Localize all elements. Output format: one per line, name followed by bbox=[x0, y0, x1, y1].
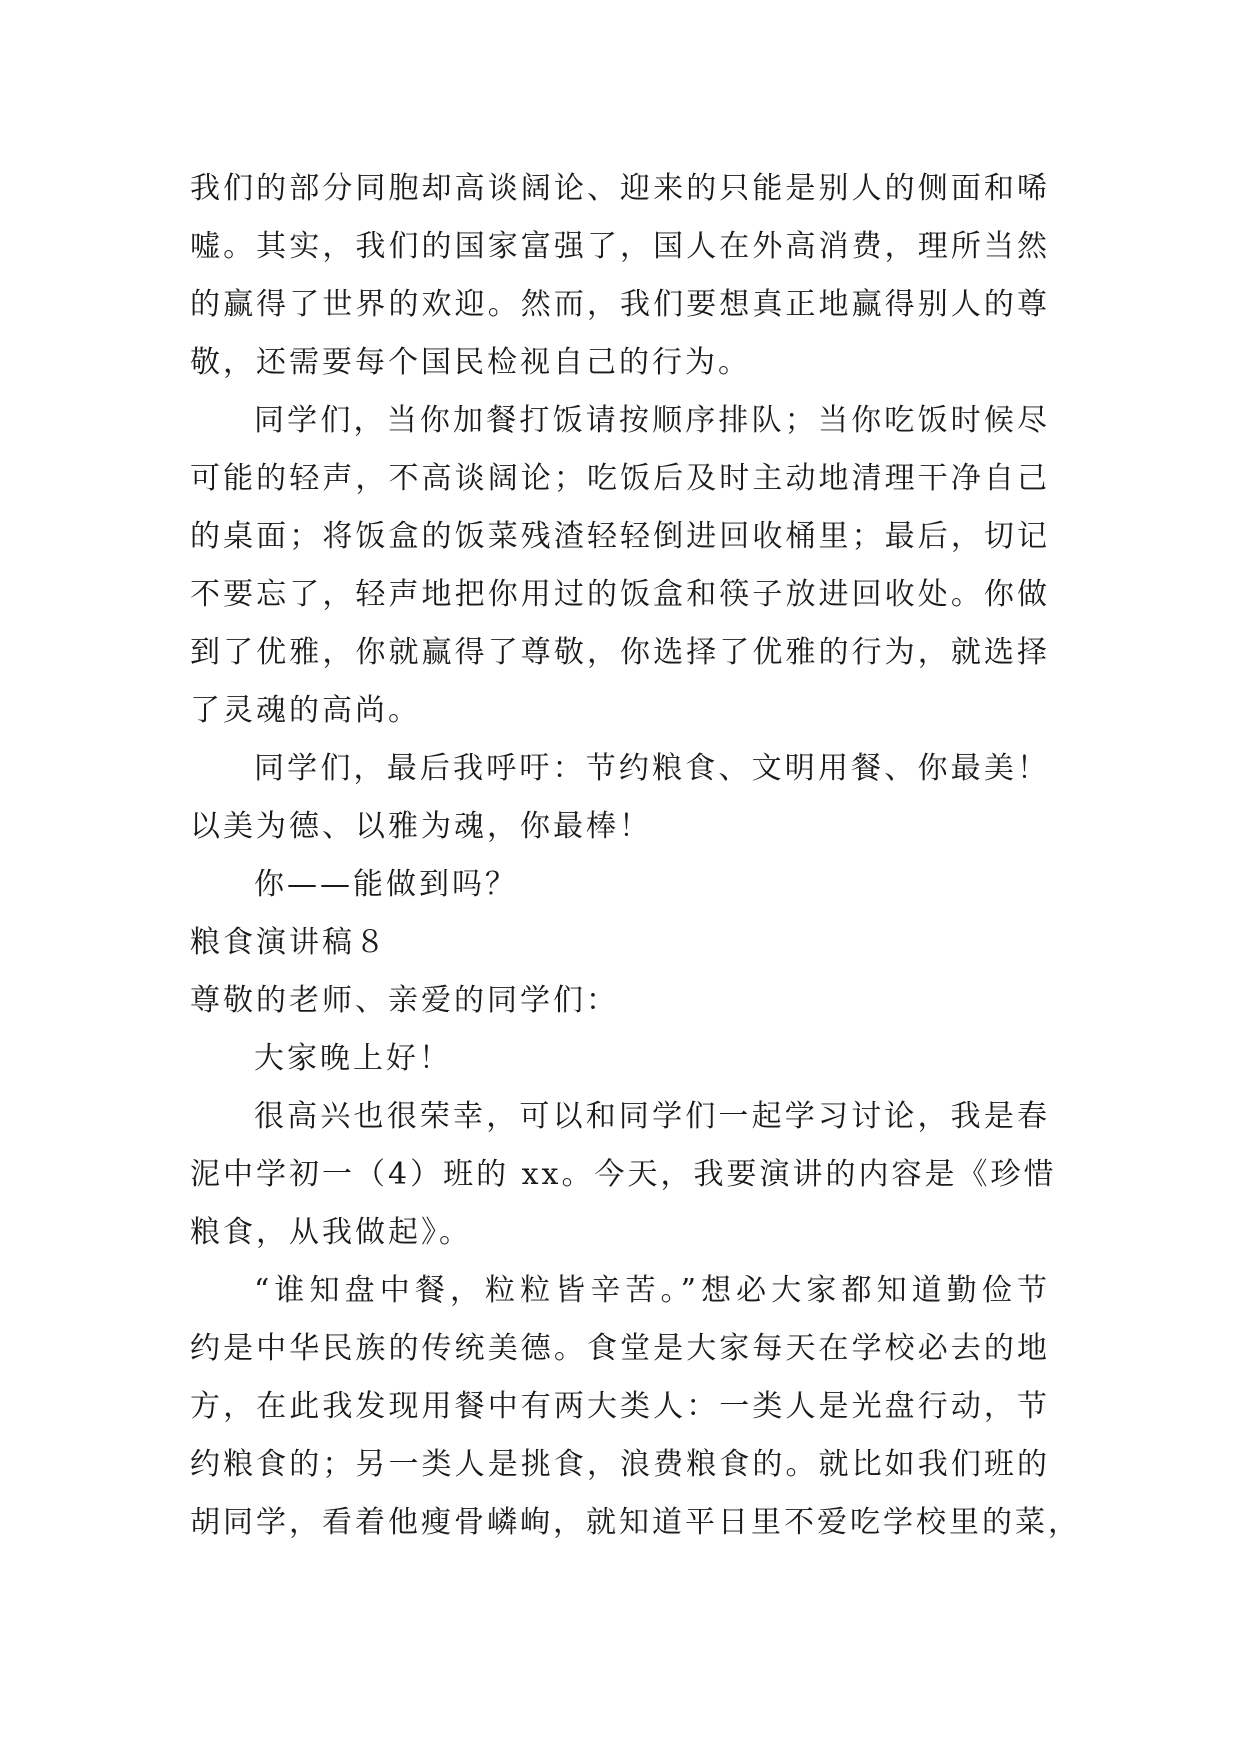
text-line: 约粮食的；另一类人是挑食，浪费粮食的。就比如我们班的 bbox=[190, 1447, 1050, 1482]
text-line: 我们的部分同胞却高谈阔论、迎来的只能是别人的侧面和唏 bbox=[190, 171, 1050, 206]
text-line: 粮食演讲稿８ bbox=[190, 925, 388, 960]
text-line: “谁知盘中餐，粒粒皆辛苦。”想必大家都知道勤俭节 bbox=[254, 1273, 1050, 1308]
text-line: 约是中华民族的传统美德。食堂是大家每天在学校必去的地 bbox=[190, 1331, 1050, 1366]
text-line: 了灵魂的高尚。 bbox=[190, 693, 421, 728]
text-line: 尊敬的老师、亲爱的同学们： bbox=[190, 983, 619, 1018]
text-line: 泥中学初一（4）班的 xx。今天，我要演讲的内容是《珍惜 bbox=[190, 1157, 1057, 1192]
document-body bbox=[190, 160, 1081, 1552]
text-line: 的赢得了世界的欢迎。然而，我们要想真正地赢得别人的尊 bbox=[190, 287, 1050, 322]
text-line: 方，在此我发现用餐中有两大类人：一类人是光盘行动，节 bbox=[190, 1389, 1050, 1424]
text-line: 胡同学，看着他瘦骨嶙峋，就知道平日里不爱吃学校里的菜， bbox=[190, 1505, 1081, 1540]
text-line: 同学们，当你加餐打饭请按顺序排队；当你吃饭时候尽 bbox=[254, 403, 1050, 438]
text-line: 同学们，最后我呼吁：节约粮食、文明用餐、你最美！ bbox=[254, 751, 1050, 786]
text-line: 嘘。其实，我们的国家富强了，国人在外高消费，理所当然 bbox=[190, 229, 1050, 264]
text-line: 的桌面；将饭盒的饭菜残渣轻轻倒进回收桶里；最后，切记 bbox=[190, 519, 1050, 554]
text-line: 大家晚上好！ bbox=[254, 1041, 452, 1076]
text-line: 敬，还需要每个国民检视自己的行为。 bbox=[190, 345, 751, 380]
text-line: 很高兴也很荣幸，可以和同学们一起学习讨论，我是春 bbox=[254, 1099, 1050, 1134]
text-line: 不要忘了，轻声地把你用过的饭盒和筷子放进回收处。你做 bbox=[190, 577, 1050, 612]
text-line: 到了优雅，你就赢得了尊敬，你选择了优雅的行为，就选择 bbox=[190, 635, 1050, 670]
text-line: 可能的轻声，不高谈阔论；吃饭后及时主动地清理干净自己 bbox=[190, 461, 1050, 496]
text-line: 粮食，从我做起》。 bbox=[190, 1215, 472, 1250]
text-line: 你——能做到吗？ bbox=[254, 867, 518, 902]
text-line: 以美为德、以雅为魂，你最棒！ bbox=[190, 809, 652, 844]
